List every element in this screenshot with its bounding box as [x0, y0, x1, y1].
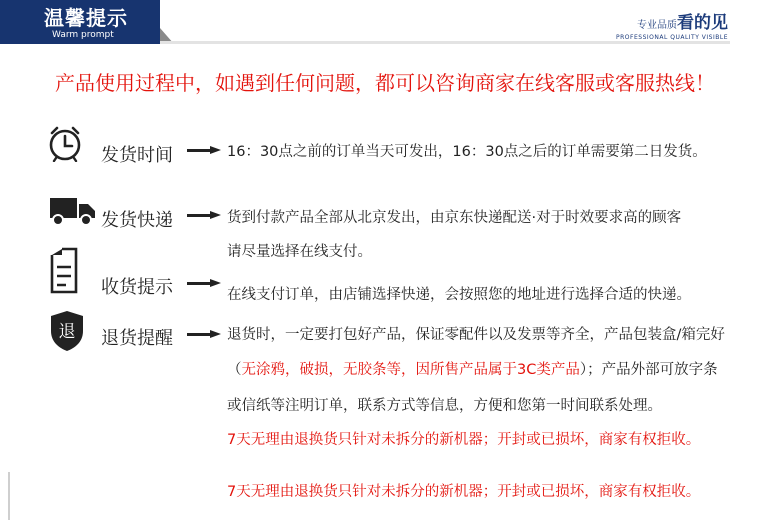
paren-open: （	[227, 362, 242, 378]
truck-icon	[50, 196, 96, 226]
arrow-icon	[187, 146, 221, 154]
divider-line	[8, 472, 10, 520]
courier-text-line-2: 请尽量选择在线支付。	[227, 244, 372, 260]
document-icon	[50, 245, 80, 295]
returns-warning-1: 7天无理由退换货只针对未拆分的新机器；开封或已损坏，商家有权拒收。	[227, 432, 701, 448]
return-shield-icon	[49, 310, 85, 352]
return-icon-char: 退	[58, 322, 76, 342]
ship-time-text: 16：30点之前的订单当天可发出，16：30点之后的订单需要第二日发货。	[227, 144, 707, 160]
quality-en: PROFESSIONAL QUALITY VISIBLE	[616, 34, 728, 41]
row-label-courier: 发货快递	[101, 210, 173, 231]
header-rule	[160, 41, 730, 44]
returns-text-line-2	[227, 358, 718, 379]
receiving-text: 在线支付订单，由店铺选择快递，会按照您的地址进行选择合适的快递。	[227, 287, 691, 303]
paren-close: ）；产品外部可放字条	[579, 362, 718, 378]
returns-text-line-1: 退货时，一定要打包好产品，保证零配件以及发票等齐全，产品包装盒/箱完好	[227, 327, 725, 343]
quality-small: 专业品质	[637, 20, 677, 31]
arrow-icon	[187, 330, 221, 338]
notice-text: 产品使用过程中，如遇到任何问题，都可以咨询商家在线客服或客服热线！	[55, 71, 715, 95]
arrow-icon	[187, 211, 221, 219]
returns-text-line-3: 或信纸等注明订单，联系方式等信息，方便和您第一时间联系处理。	[227, 398, 662, 414]
header-title: 温馨提示	[44, 6, 128, 30]
returns-warning-2: 7天无理由退换货只针对未拆分的新机器；开封或已损坏，商家有权拒收。	[227, 484, 701, 500]
arrow-icon	[187, 279, 221, 287]
returns-condition-red: 无涂鸦，破损，无胶条等，因所售产品属于3C类产品	[241, 362, 580, 378]
quality-big: 看的见	[677, 13, 728, 33]
row-label-returns: 退货提醒	[101, 328, 173, 349]
courier-text-line-1: 货到付款产品全部从北京发出，由京东快递配送·对于时效要求高的顾客	[227, 210, 682, 226]
alarm-clock-icon	[47, 124, 83, 162]
quality-slogan	[616, 8, 728, 41]
row-label-receiving: 收货提示	[101, 277, 173, 298]
header-subtitle: Warm prompt	[52, 30, 114, 40]
row-label-ship-time: 发货时间	[101, 145, 173, 166]
header-tab	[0, 0, 160, 44]
